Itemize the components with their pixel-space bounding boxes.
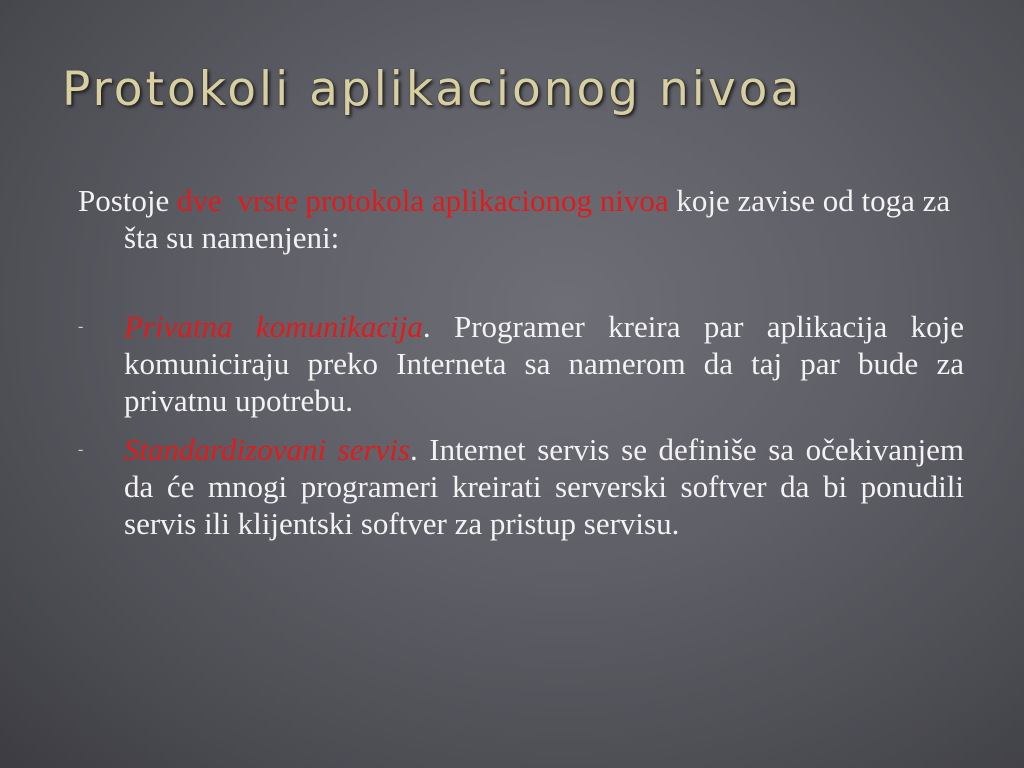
intro-gap bbox=[222, 183, 238, 218]
bullet-marker: - bbox=[78, 318, 84, 335]
bullet-item-standardizovani bbox=[78, 431, 964, 542]
intro-highlight-dve: dve bbox=[177, 183, 222, 218]
bullet-text-privatna: . Programer kreira par aplikacija koje komuniciraju preko Interneta sa namerom da taj par bude za privatnu upotrebu. bbox=[124, 309, 964, 418]
bullet-term-standardizovani: Standardizovani servis bbox=[124, 432, 410, 467]
intro-paragraph bbox=[78, 182, 964, 256]
bullet-text-standardizovani: . Internet servis se definiše sa očekivanjem da će mnogi programeri kreirati serverski softver da bi ponudili servis ili klijentski softver za pristup servisu. bbox=[124, 432, 964, 541]
slide-title: Protokoli aplikacionog nivoa bbox=[62, 62, 803, 117]
bullet-term-privatna: Privatna komunikacija bbox=[124, 309, 423, 344]
bullet-item-privatna bbox=[78, 308, 964, 419]
slide-body bbox=[78, 182, 964, 542]
intro-tail: koje zavise od toga za šta su namenjeni: bbox=[124, 183, 951, 255]
bullet-marker: - bbox=[78, 441, 84, 458]
intro-highlight-vrste: vrste protokola aplikacionog nivoa bbox=[237, 183, 669, 218]
intro-lead: Postoje bbox=[78, 183, 178, 218]
